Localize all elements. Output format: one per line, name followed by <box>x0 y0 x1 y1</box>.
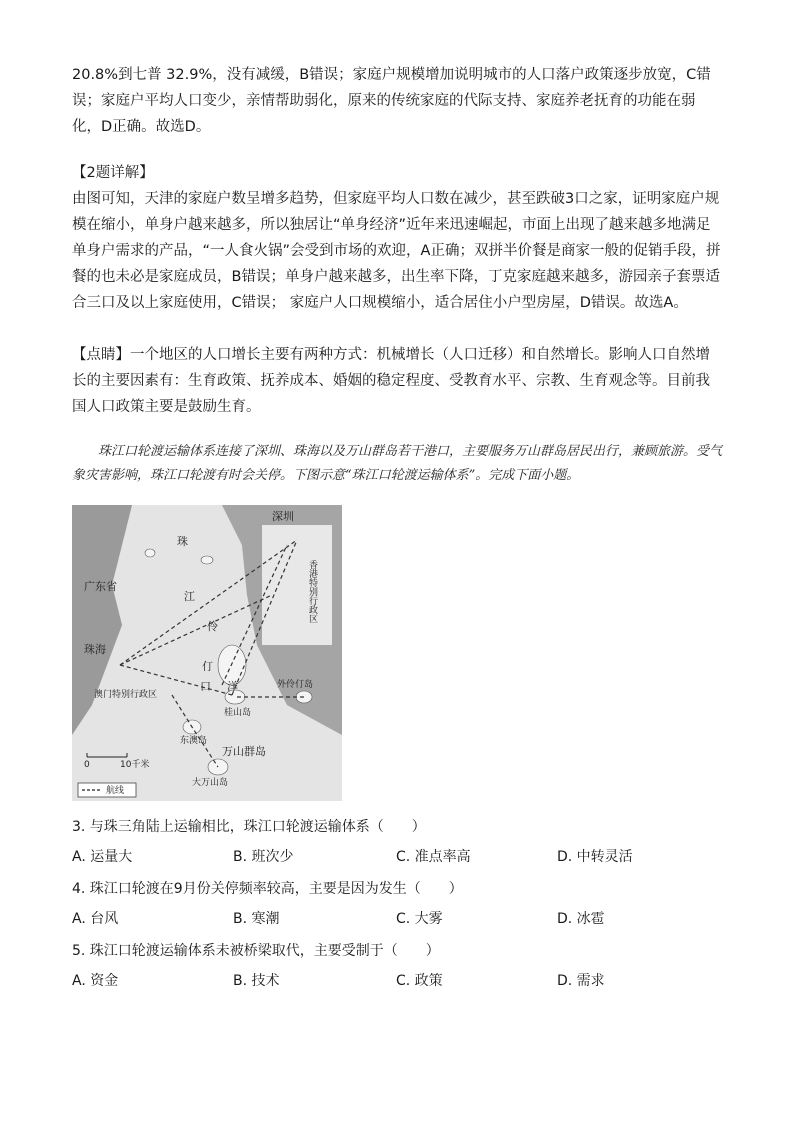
q3-option-a[interactable]: A. 运量大 <box>72 849 133 865</box>
q3-option-d[interactable]: D. 中转灵活 <box>557 849 633 865</box>
pearl-river-ferry-map <box>72 505 342 801</box>
q3-option-c[interactable]: C. 准点率高 <box>396 849 471 865</box>
label-shenzhen: 深圳 <box>272 510 294 523</box>
q5-option-d[interactable]: D. 需求 <box>557 973 605 989</box>
hk-inset-area <box>262 525 332 645</box>
answer-paragraph-2: 由图可知，天津的家庭户数呈增多趋势，但家庭平均人口数在减少，甚至跌破3口之家，证明家庭户规模在缩小，单身户越来越多，所以独居让“单身经济”近年来迅速崛起，市面上出现了越来越多地满足单身户需求的产品，“一人食火锅”会受到市场的欢迎，A正确；双拼半价餐是商家一般的促销手段，拼餐的也未必是家庭成员，B错误；单身户越来越多，出生率下降，丁克家庭越来越多，游园亲子套票适合三口及以上家庭使用，C错误； 家庭户人口规模缩小，适合居住小户型房屋，D错误。故选A。 <box>72 191 721 311</box>
label-guishan: 桂山岛 <box>224 708 252 718</box>
question-4-stem: 4. 珠江口轮渡在9月份关停频率较高，主要是因为发生（ ） <box>72 881 463 897</box>
island-small-1 <box>201 556 213 564</box>
legend-label: 航线 <box>106 786 125 796</box>
label-zhuhai: 珠海 <box>84 643 106 656</box>
scale-label: 10千米 <box>120 760 150 770</box>
q5-option-a[interactable]: A. 资金 <box>72 973 119 989</box>
label-wanshan-qun: 万山群岛 <box>222 745 266 758</box>
label-kou: 口 <box>200 680 211 693</box>
label-jiang: 江 <box>184 590 195 603</box>
answer-paragraph-1: 20.8%到七普 32.9%，没有减缓，B错误；家庭户规模增加说明城市的人口落户政策逐步放宽，C错误；家庭户平均人口变少，亲情帮助弱化，原来的传统家庭的代际支持、家庭养老抚育的功能在弱化，D正确。故选D。 <box>72 67 711 135</box>
q4-option-d[interactable]: D. 冰雹 <box>557 911 605 927</box>
label-guangdong: 广东省 <box>84 580 117 593</box>
q5-option-c[interactable]: C. 政策 <box>396 973 443 989</box>
q4-option-c[interactable]: C. 大雾 <box>396 911 443 927</box>
q5-option-b[interactable]: B. 技术 <box>233 973 280 989</box>
label-wailingding: 外伶仃岛 <box>277 680 314 690</box>
section-heading-q2: 【2题详解】 <box>72 165 154 181</box>
label-dawanshan: 大万山岛 <box>192 778 229 788</box>
label-zhu: 珠 <box>177 535 188 548</box>
label-ling: 伶 <box>207 620 218 633</box>
key-point-paragraph: 【点睛】一个地区的人口增长主要有两种方式：机械增长（人口迁移）和自然增长。影响人口自然增长的主要因素有：生育政策、抚养成本、婚姻的稳定程度、受教育水平、宗教、生育观念等。目前我国人口政策主要是鼓励生育。 <box>72 347 710 415</box>
label-dongao: 东澳岛 <box>180 736 208 746</box>
map-figure <box>72 505 342 801</box>
label-macau: 澳门特别行政区 <box>94 690 158 700</box>
q3-option-b[interactable]: B. 班次少 <box>233 849 294 865</box>
label-ding: 仃 <box>202 660 213 673</box>
label-yang: 洋 <box>227 680 238 693</box>
label-hk: 香港特别行政区 <box>307 560 317 623</box>
material-intro: 珠江口轮渡运输体系连接了深圳、珠海以及万山群岛若干港口，主要服务万山群岛居民出行，兼顾旅游。受气象灾害影响，珠江口轮渡有时会关停。下图示意“珠江口轮渡运输体系”。完成下面小题。 <box>72 444 723 483</box>
island-lantau <box>218 645 246 685</box>
question-3-stem: 3. 与珠三角陆上运输相比，珠江口轮渡运输体系（ ） <box>72 819 426 835</box>
question-5-stem: 5. 珠江口轮渡运输体系未被桥梁取代，主要受制于（ ） <box>72 943 440 959</box>
q4-option-a[interactable]: A. 台风 <box>72 911 119 927</box>
q4-option-b[interactable]: B. 寒潮 <box>233 911 280 927</box>
island-small-2 <box>145 549 155 557</box>
scale-zero: 0 <box>84 760 90 770</box>
